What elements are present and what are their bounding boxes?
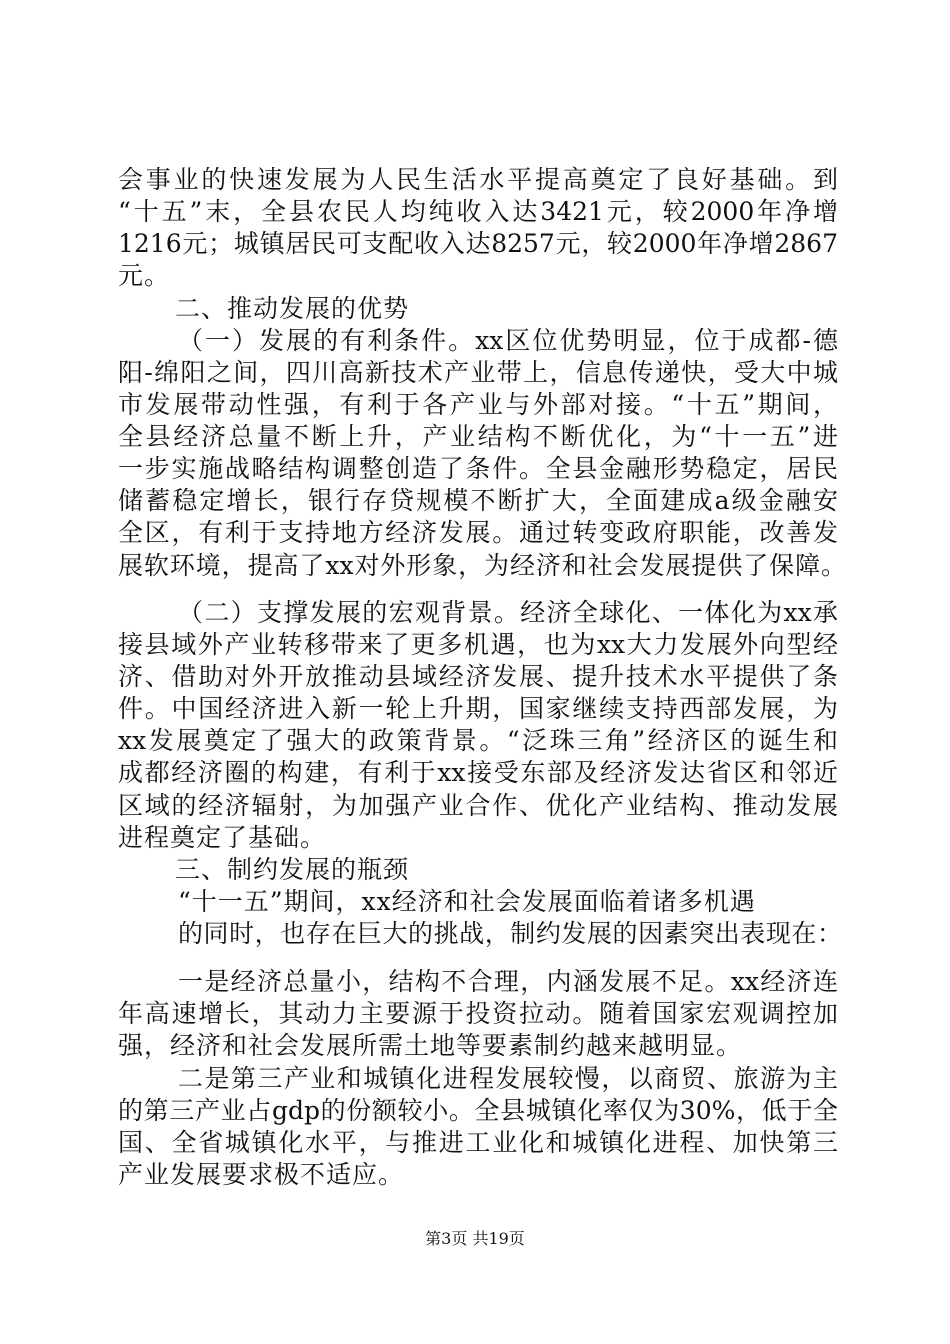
paragraph-line: 储蓄稳定增长，银行存贷规模不断扩大，全面建成a级金融安 — [118, 486, 838, 515]
paragraph-line: 强，经济和社会发展所需土地等要素制约越来越明显。 — [118, 1031, 743, 1060]
paragraph-line: 展软环境，提高了xx对外形象，为经济和社会发展提供了保障。 — [118, 551, 846, 580]
paragraph-line: 元。 — [118, 261, 171, 290]
paragraph-line: 会事业的快速发展为人民生活水平提高奠定了良好基础。到 — [118, 165, 838, 194]
paragraph-line: 的同时，也存在巨大的挑战，制约发展的因素突出表现在： — [178, 919, 842, 948]
paragraph-line: 区域的经济辐射，为加强产业合作、优化产业结构、推动发展 — [118, 791, 838, 820]
paragraph-line: 全区，有利于支持地方经济发展。通过转变政府职能，改善发 — [118, 518, 838, 547]
paragraph-line: 市发展带动性强，有利于各产业与外部对接。“十五”期间， — [118, 390, 838, 419]
section-heading: 二、推动发展的优势 — [175, 294, 410, 323]
paragraph-line: “十一五”期间，xx经济和社会发展面临着诸多机遇 — [178, 887, 756, 916]
paragraph-line: 接县域外产业转移带来了更多机遇，也为xx大力发展外向型经 — [118, 630, 838, 659]
paragraph-line: 进程奠定了基础。 — [118, 823, 327, 852]
paragraph-line: （二）支撑发展的宏观背景。经济全球化、一体化为xx承 — [178, 598, 838, 627]
paragraph-line: 成都经济圈的构建，有利于xx接受东部及经济发达省区和邻近 — [118, 758, 838, 787]
paragraph-line: 产业发展要求极不适应。 — [118, 1160, 405, 1189]
paragraph-line: xx发展奠定了强大的政策背景。“泛珠三角”经济区的诞生和 — [118, 726, 838, 755]
paragraph-line: 全县经济总量不断上升，产业结构不断优化，为“十一五”进 — [118, 422, 838, 451]
paragraph-line: 件。中国经济进入新一轮上升期，国家继续支持西部发展，为 — [118, 694, 838, 723]
paragraph-line: 的第三产业占gdp的份额较小。全县城镇化率仅为30%，低于全 — [118, 1096, 838, 1125]
paragraph-line: 阳-绵阳之间，四川高新技术产业带上，信息传递快，受大中城 — [118, 358, 838, 387]
paragraph-line: 二是第三产业和城镇化进程发展较慢，以商贸、旅游为主 — [178, 1064, 838, 1093]
paragraph-line: “十五”末，全县农民人均纯收入达3421元，较2000年净增 — [118, 197, 838, 226]
page-footer: 第3页 共19页 — [425, 1229, 525, 1248]
paragraph-line: 年高速增长，其动力主要源于投资拉动。随着国家宏观调控加 — [118, 999, 838, 1028]
paragraph-line: 国、全省城镇化水平，与推进工业化和城镇化进程、加快第三 — [118, 1128, 838, 1157]
paragraph-line: 1216元；城镇居民可支配收入达8257元，较2000年净增2867 — [118, 229, 838, 258]
paragraph-line: 济、借助对外开放推动县域经济发展、提升技术水平提供了条 — [118, 662, 838, 691]
paragraph-line: 一是经济总量小，结构不合理，内涵发展不足。xx经济连 — [178, 967, 838, 996]
section-heading: 三、制约发展的瓶颈 — [175, 855, 410, 884]
paragraph-line: （一）发展的有利条件。xx区位优势明显，位于成都-德 — [178, 326, 838, 355]
paragraph-line: 一步实施战略结构调整创造了条件。全县金融形势稳定，居民 — [118, 454, 838, 483]
